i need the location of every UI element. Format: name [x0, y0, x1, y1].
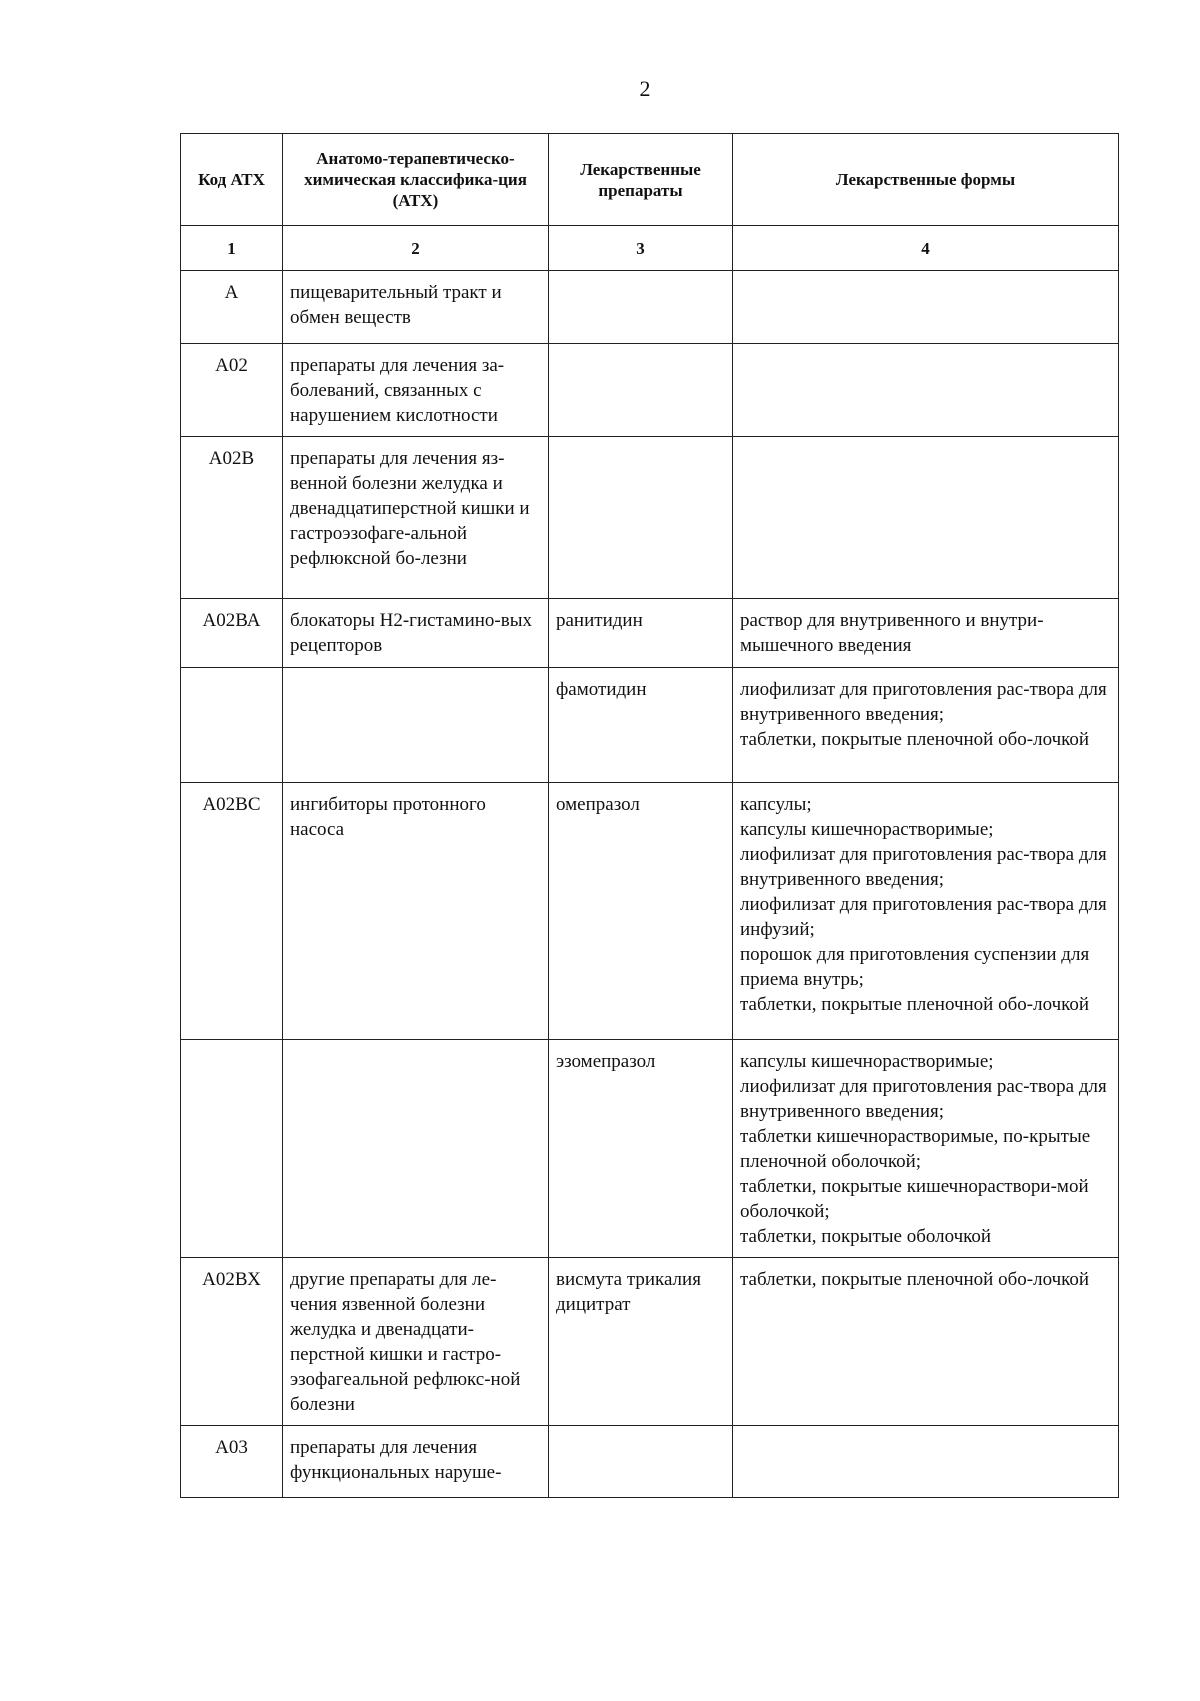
column-number: 4	[733, 226, 1119, 271]
drug-cell: ранитидин	[549, 599, 733, 668]
drug-cell	[549, 344, 733, 437]
atc-classification-cell: препараты для лечения яз-венной болезни желудка и двенадцатиперстной кишки и гастроэзофаге-альной рефлюксной бо-лезни	[283, 437, 549, 599]
table-row	[181, 668, 1119, 783]
dosage-form-item: таблетки кишечнорастворимые, по-крытые пленочной оболочкой;	[740, 1126, 1091, 1172]
dosage-forms-cell	[733, 668, 1119, 783]
header-dosage-forms: Лекарственные формы	[733, 134, 1119, 226]
atc-classification-cell: препараты для лечения за-болеваний, связанных с нарушением кислотности	[283, 344, 549, 437]
dosage-forms-cell	[733, 271, 1119, 344]
drug-table-container	[180, 133, 1118, 1498]
dosage-forms-cell	[733, 1258, 1119, 1426]
table-row	[181, 344, 1119, 437]
atc-classification-cell	[283, 1040, 549, 1258]
table-row	[181, 1426, 1119, 1498]
table-row	[181, 599, 1119, 668]
table-row	[181, 271, 1119, 344]
header-atc-classification: Анатомо-терапевтическо-химическая классифика-ция (АТХ)	[283, 134, 549, 226]
dosage-forms-cell	[733, 783, 1119, 1040]
atc-classification-cell: пищеварительный тракт и обмен веществ	[283, 271, 549, 344]
atc-classification-cell: ингибиторы протонного насоса	[283, 783, 549, 1040]
header-atc-code: Код АТХ	[181, 134, 283, 226]
dosage-form-item: капсулы кишечнорастворимые;	[740, 1051, 994, 1072]
atc-classification-cell: другие препараты для ле-чения язвенной болезни желудка и двенадцати-перстной кишки и гастро-эзофагеальной рефлюкс-ной болезни	[283, 1258, 549, 1426]
column-number-row	[181, 226, 1119, 271]
dosage-form-item: раствор для внутривенного и внутри-мышечного введения	[740, 610, 1044, 656]
dosage-form-item: таблетки, покрытые пленочной обо-лочкой	[740, 729, 1090, 750]
header-drugs: Лекарственные препараты	[549, 134, 733, 226]
header-row	[181, 134, 1119, 226]
table-row	[181, 1040, 1119, 1258]
column-number: 3	[549, 226, 733, 271]
dosage-form-item: таблетки, покрытые оболочкой	[740, 1226, 992, 1247]
drug-cell: висмута трикалия дицитрат	[549, 1258, 733, 1426]
dosage-form-item: лиофилизат для приготовления рас-твора для инфузий;	[740, 894, 1107, 940]
dosage-form-item: лиофилизат для приготовления рас-твора для внутривенного введения;	[740, 679, 1107, 725]
atc-classification-cell	[283, 668, 549, 783]
atc-classification-cell: блокаторы Н2-гистамино-вых рецепторов	[283, 599, 549, 668]
atc-classification-cell: препараты для лечения функциональных наруше-	[283, 1426, 549, 1498]
dosage-forms-cell	[733, 1040, 1119, 1258]
dosage-form-item: лиофилизат для приготовления рас-твора для внутривенного введения;	[740, 844, 1107, 890]
drug-cell	[549, 271, 733, 344]
table-row	[181, 1258, 1119, 1426]
atc-code-cell: А	[181, 271, 283, 344]
drug-table	[180, 133, 1119, 1498]
table-row	[181, 783, 1119, 1040]
dosage-form-item: таблетки, покрытые пленочной обо-лочкой	[740, 994, 1090, 1015]
atc-code-cell	[181, 1040, 283, 1258]
page-number: 2	[639, 76, 651, 101]
atc-code-cell: А03	[181, 1426, 283, 1498]
drug-cell	[549, 437, 733, 599]
dosage-form-item: таблетки, покрытые кишечнораствори-мой оболочкой;	[740, 1176, 1089, 1222]
table-row	[181, 437, 1119, 599]
column-number: 1	[181, 226, 283, 271]
drug-cell	[549, 1426, 733, 1498]
dosage-forms-cell	[733, 344, 1119, 437]
atc-code-cell: А02ВХ	[181, 1258, 283, 1426]
table-body	[181, 271, 1119, 1498]
dosage-form-item: лиофилизат для приготовления рас-твора для внутривенного введения;	[740, 1076, 1107, 1122]
dosage-form-item: таблетки, покрытые пленочной обо-лочкой	[740, 1269, 1090, 1290]
atc-code-cell: А02ВА	[181, 599, 283, 668]
atc-code-cell: А02	[181, 344, 283, 437]
dosage-forms-cell	[733, 1426, 1119, 1498]
column-number: 2	[283, 226, 549, 271]
dosage-forms-cell	[733, 437, 1119, 599]
atc-code-cell	[181, 668, 283, 783]
dosage-form-item: капсулы;	[740, 794, 812, 815]
atc-code-cell: А02ВС	[181, 783, 283, 1040]
drug-cell: эзомепразол	[549, 1040, 733, 1258]
atc-code-cell: А02В	[181, 437, 283, 599]
drug-cell: омепразол	[549, 783, 733, 1040]
dosage-forms-cell	[733, 599, 1119, 668]
drug-cell: фамотидин	[549, 668, 733, 783]
dosage-form-item: капсулы кишечнорастворимые;	[740, 819, 994, 840]
dosage-form-item: порошок для приготовления суспензии для приема внутрь;	[740, 944, 1090, 990]
